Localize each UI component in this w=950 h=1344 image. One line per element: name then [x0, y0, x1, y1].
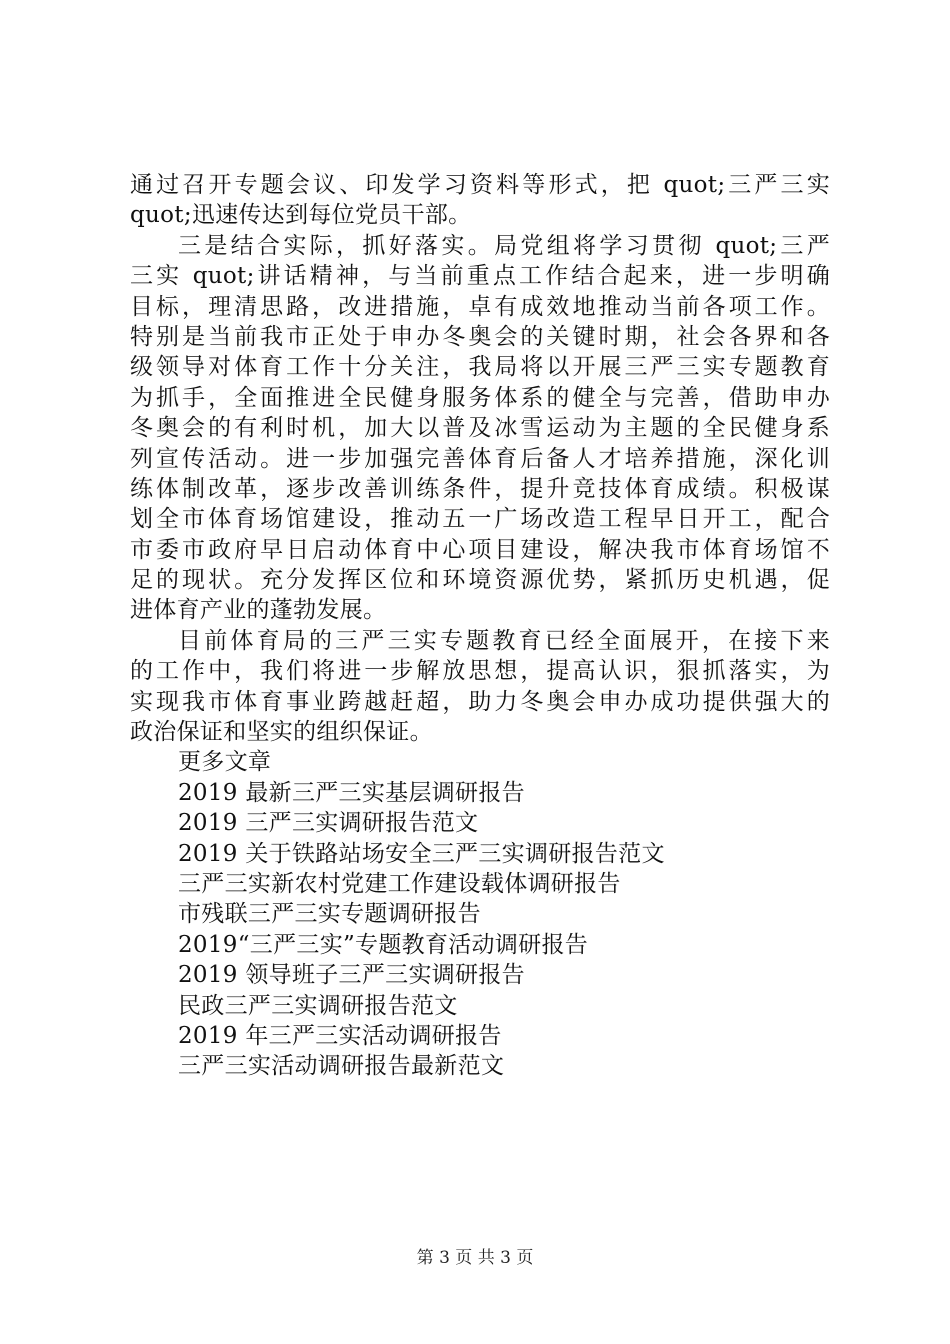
body-line: 三是结合实际，抓好落实。局党组将学习贯彻 quot;三严	[178, 232, 830, 259]
more-article-link[interactable]: 2019 年三严三实活动调研报告	[178, 1022, 502, 1049]
document-body	[130, 170, 830, 1082]
body-line: 三实 quot;讲话精神，与当前重点工作结合起来，进一步明确	[130, 263, 830, 290]
body-line: 冬奥会的有利时机，加大以普及冰雪运动为主题的全民健身系	[130, 415, 830, 442]
more-article-link[interactable]: 三严三实活动调研报告最新范文	[178, 1053, 505, 1080]
body-line: quot;迅速传达到每位党员干部。	[130, 202, 472, 229]
more-article-link[interactable]: 2019 最新三严三实基层调研报告	[178, 779, 525, 806]
body-line: 目前体育局的三严三实专题教育已经全面展开，在接下来	[178, 627, 830, 654]
more-article-link[interactable]: 2019“三严三实”专题教育活动调研报告	[178, 931, 589, 958]
more-article-link[interactable]: 市残联三严三实专题调研报告	[178, 901, 481, 928]
more-article-link[interactable]: 2019 领导班子三严三实调研报告	[178, 962, 525, 989]
body-line: 目标，理清思路，改进措施，卓有成效地推动当前各项工作。	[130, 293, 830, 320]
more-article-link[interactable]: 2019 三严三实调研报告范文	[178, 810, 479, 837]
more-article-link[interactable]: 民政三严三实调研报告范文	[178, 992, 458, 1019]
body-line: 市委市政府早日启动体育中心项目建设，解决我市体育场馆不	[130, 536, 830, 563]
body-line: 练体制改革，逐步改善训练条件，提升竞技体育成绩。积极谋	[130, 475, 830, 502]
more-article-link[interactable]: 三严三实新农村党建工作建设载体调研报告	[178, 870, 621, 897]
body-line: 的工作中，我们将进一步解放思想，提高认识，狠抓落实，为	[130, 658, 830, 685]
body-line: 政治保证和坚实的组织保证。	[130, 719, 433, 746]
more-articles-heading: 更多文章	[178, 749, 272, 776]
more-article-link[interactable]: 2019 关于铁路站场安全三严三实调研报告范文	[178, 840, 665, 867]
body-line: 为抓手，全面推进全民健身服务体系的健全与完善，借助申办	[130, 384, 830, 411]
body-line: 级领导对体育工作十分关注，我局将以开展三严三实专题教育	[130, 354, 830, 381]
body-line: 特别是当前我市正处于申办冬奥会的关键时期，社会各界和各	[130, 323, 830, 350]
body-line: 列宣传活动。进一步加强完善体育后备人才培养措施，深化训	[130, 445, 830, 472]
body-line: 足的现状。充分发挥区位和环境资源优势，紧抓历史机遇，促	[130, 567, 830, 594]
body-line: 划全市体育场馆建设，推动五一广场改造工程早日开工，配合	[130, 506, 830, 533]
page-number-footer: 第 3 页 共 3 页	[416, 1248, 534, 1268]
body-line: 通过召开专题会议、印发学习资料等形式，把 quot;三严三实	[130, 172, 830, 198]
body-line: 实现我市体育事业跨越赶超，助力冬奥会申办成功提供强大的	[130, 688, 830, 715]
body-line: 进体育产业的蓬勃发展。	[130, 597, 387, 624]
